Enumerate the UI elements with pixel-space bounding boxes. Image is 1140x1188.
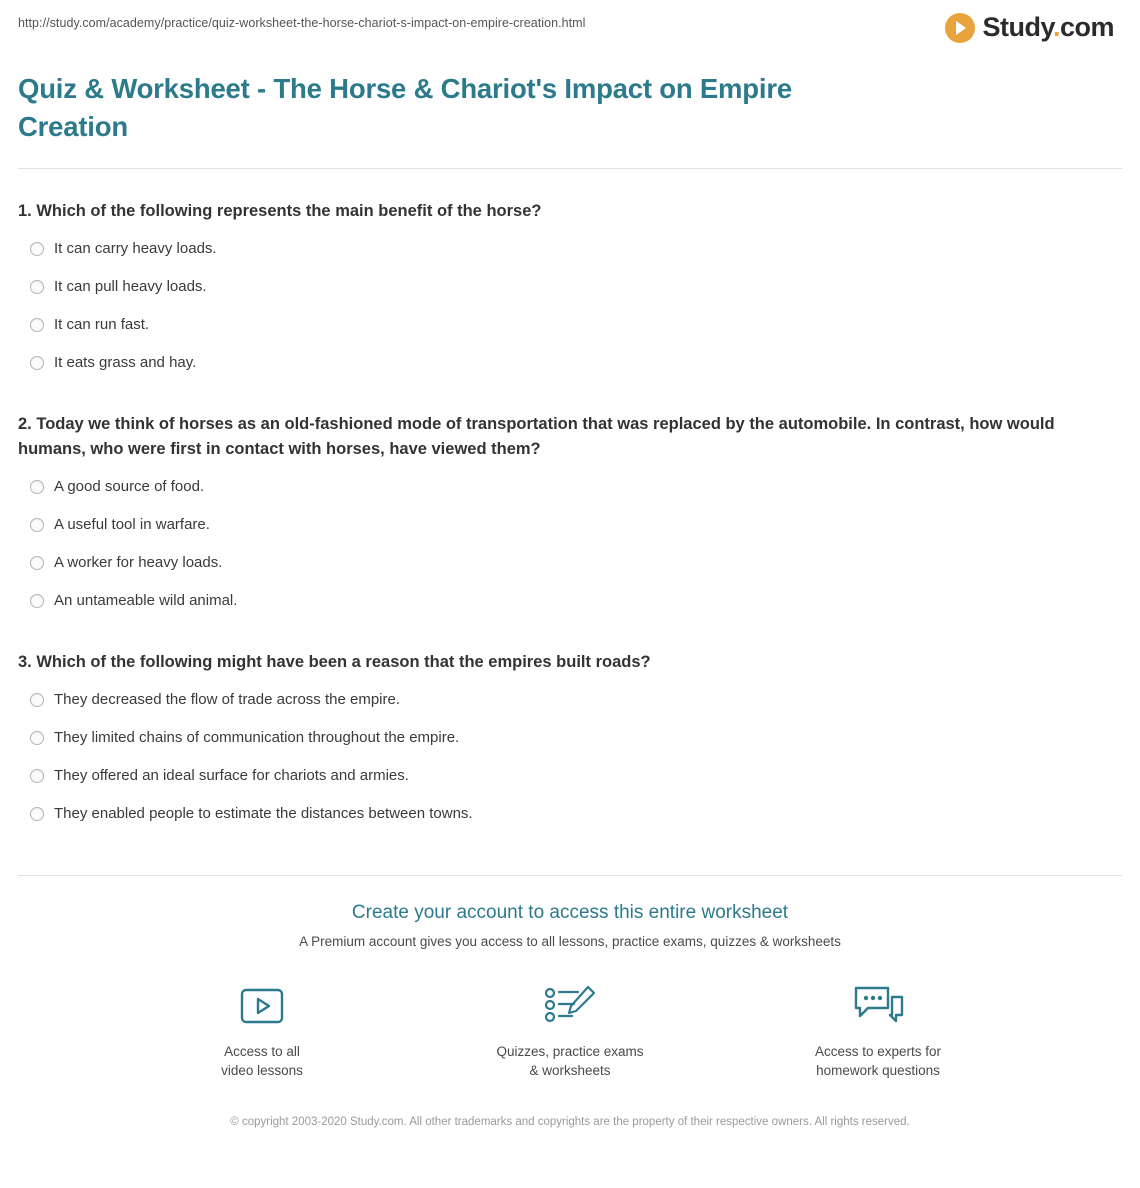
radio-button-icon[interactable] bbox=[30, 280, 44, 294]
promo-subtitle: A Premium account gives you access to all lessons, practice exams, quizzes & worksheets bbox=[299, 934, 841, 949]
choice-label: They limited chains of communication throughout the empire. bbox=[54, 729, 460, 746]
choice-label: A worker for heavy loads. bbox=[54, 554, 223, 571]
radio-button-icon[interactable] bbox=[30, 556, 44, 570]
play-circle-icon bbox=[945, 13, 975, 43]
feature-line-2: homework questions bbox=[816, 1063, 940, 1078]
question-text: 3. Which of the following might have been a reason that the empires built roads? bbox=[18, 653, 651, 671]
radio-button-icon[interactable] bbox=[30, 242, 44, 256]
choice-label: They enabled people to estimate the distances between towns. bbox=[54, 805, 473, 822]
page-title: Quiz & Worksheet - The Horse & Chariot's Impact on Empire Creation bbox=[18, 73, 792, 142]
choice-option[interactable] bbox=[18, 506, 1122, 544]
video-play-icon bbox=[172, 981, 352, 1031]
choice-option[interactable] bbox=[18, 719, 1122, 757]
feature-quizzes bbox=[480, 981, 660, 1080]
choice-label: It can pull heavy loads. bbox=[54, 278, 207, 295]
choice-option[interactable] bbox=[18, 306, 1122, 344]
question-3 bbox=[18, 650, 1122, 833]
feature-video-lessons bbox=[172, 981, 352, 1080]
logo-dot: . bbox=[1052, 12, 1060, 42]
choices-list bbox=[18, 468, 1122, 620]
quiz-checklist-icon bbox=[480, 981, 660, 1031]
feature-experts bbox=[788, 981, 968, 1080]
radio-button-icon[interactable] bbox=[30, 480, 44, 494]
feature-line-1: Access to all bbox=[224, 1044, 300, 1059]
choice-option[interactable] bbox=[18, 468, 1122, 506]
choice-option[interactable] bbox=[18, 230, 1122, 268]
choices-list bbox=[18, 681, 1122, 833]
radio-button-icon[interactable] bbox=[30, 518, 44, 532]
premium-promo bbox=[18, 876, 1122, 1131]
choice-label: They decreased the flow of trade across the empire. bbox=[54, 691, 401, 708]
choice-label: They offered an ideal surface for chariots and armies. bbox=[54, 767, 409, 784]
choice-label: It can carry heavy loads. bbox=[54, 240, 217, 257]
feature-line-2: video lessons bbox=[221, 1063, 303, 1078]
chat-bubbles-icon bbox=[788, 981, 968, 1031]
logo-wordmark bbox=[982, 12, 1114, 43]
radio-button-icon[interactable] bbox=[30, 318, 44, 332]
questions-list bbox=[18, 199, 1122, 833]
question-1 bbox=[18, 199, 1122, 382]
radio-button-icon[interactable] bbox=[30, 731, 44, 745]
page-url: http://study.com/academy/practice/quiz-worksheet-the-horse-chariot-s-impact-on-empire-creation.html bbox=[18, 16, 586, 30]
copyright-text: © copyright 2003-2020 Study.com. All other trademarks and copyrights are the property of their respective owners. All rights reserved. bbox=[230, 1116, 910, 1128]
choice-label: It can run fast. bbox=[54, 316, 150, 333]
choice-label: A good source of food. bbox=[54, 478, 205, 495]
promo-title[interactable]: Create your account to access this entire worksheet bbox=[351, 902, 789, 923]
logo-name: Study bbox=[982, 12, 1053, 42]
title-divider bbox=[18, 168, 1122, 169]
print-header bbox=[18, 0, 1122, 56]
radio-button-icon[interactable] bbox=[30, 807, 44, 821]
radio-button-icon[interactable] bbox=[30, 693, 44, 707]
study-com-logo bbox=[945, 12, 1122, 43]
choice-option[interactable] bbox=[18, 795, 1122, 833]
choices-list bbox=[18, 230, 1122, 382]
feature-line-1: Quizzes, practice exams bbox=[496, 1044, 644, 1059]
choice-label: A useful tool in warfare. bbox=[54, 516, 210, 533]
choice-option[interactable] bbox=[18, 757, 1122, 795]
feature-line-2: & worksheets bbox=[529, 1063, 611, 1078]
choice-label: It eats grass and hay. bbox=[54, 354, 197, 371]
choice-option[interactable] bbox=[18, 268, 1122, 306]
radio-button-icon[interactable] bbox=[30, 356, 44, 370]
choice-option[interactable] bbox=[18, 681, 1122, 719]
logo-tld: com bbox=[1059, 12, 1114, 42]
choice-option[interactable] bbox=[18, 544, 1122, 582]
feature-line-1: Access to experts for bbox=[814, 1044, 942, 1059]
radio-button-icon[interactable] bbox=[30, 769, 44, 783]
choice-option[interactable] bbox=[18, 582, 1122, 620]
radio-button-icon[interactable] bbox=[30, 594, 44, 608]
promo-features bbox=[18, 981, 1122, 1080]
question-2 bbox=[18, 412, 1122, 620]
question-text: 2. Today we think of horses as an old-fashioned mode of transportation that was replaced by the automobile. In contrast, how would humans, who were first in contact with horses, have viewed them? bbox=[18, 415, 1055, 458]
question-text: 1. Which of the following represents the main benefit of the horse? bbox=[18, 202, 542, 220]
choice-label: An untameable wild animal. bbox=[54, 592, 238, 609]
choice-option[interactable] bbox=[18, 344, 1122, 382]
